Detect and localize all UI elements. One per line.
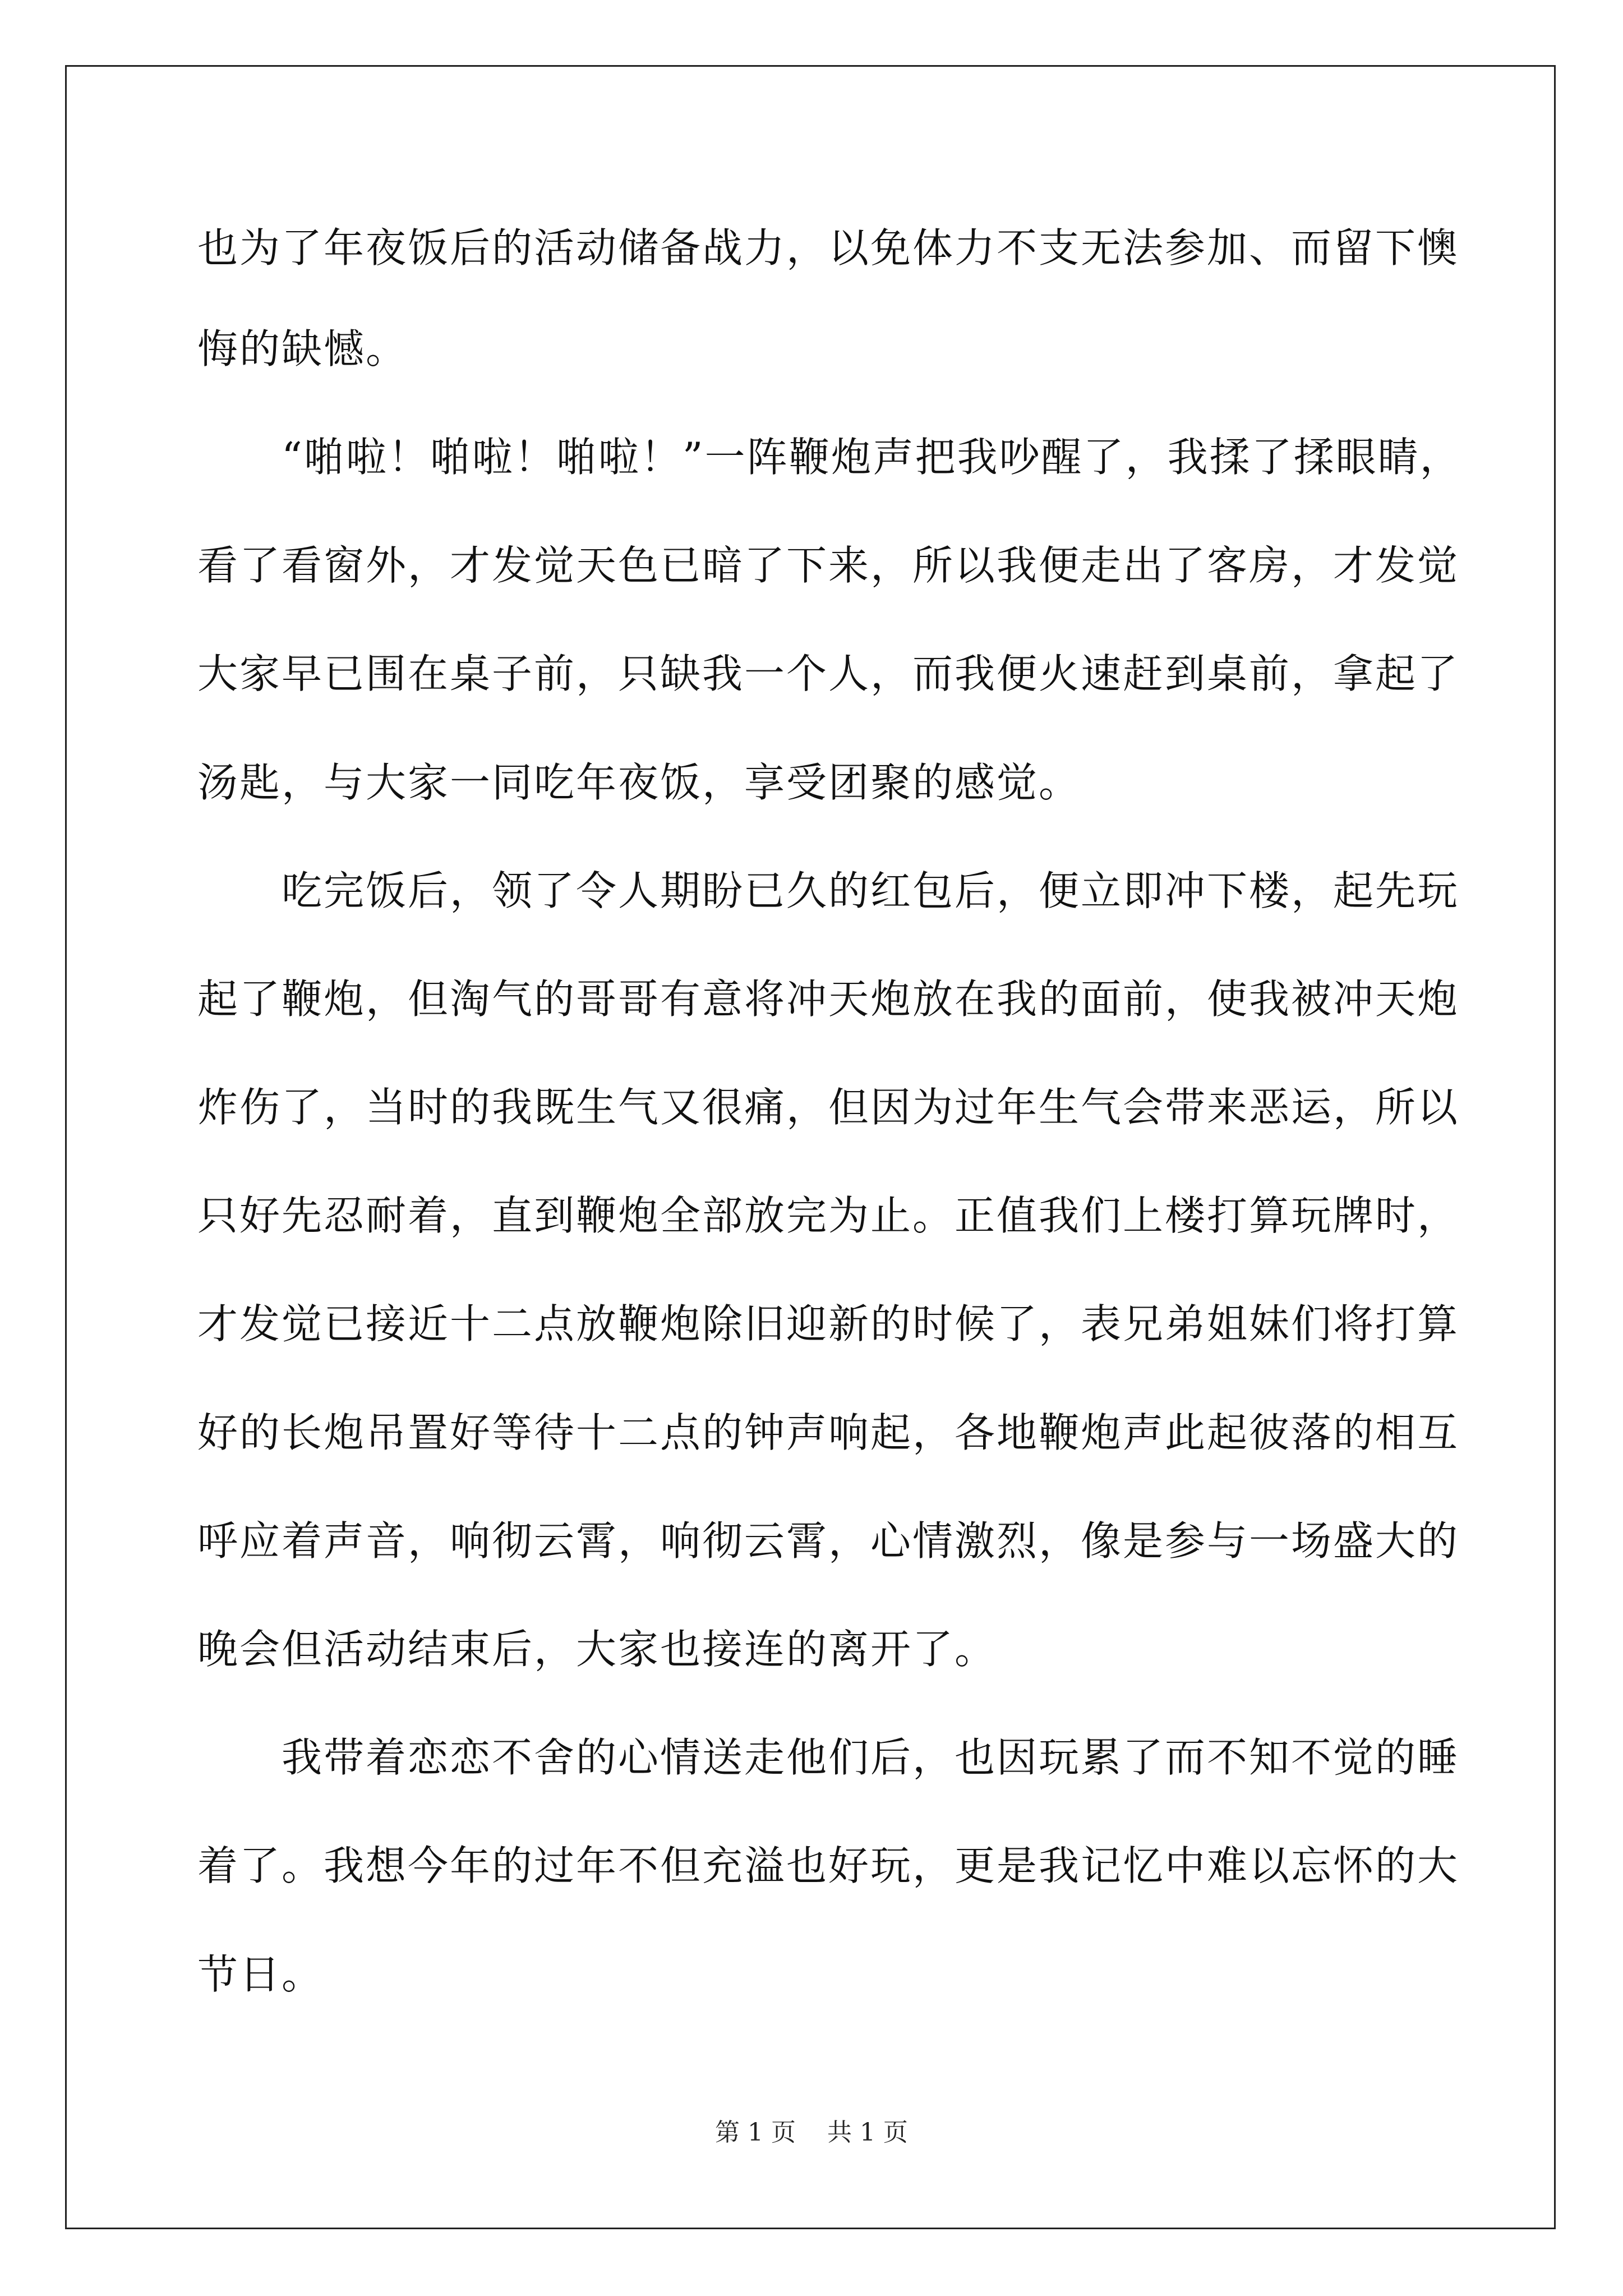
body-text-line: 好的长炮吊置好等待十二点的钟声响起，各地鞭炮声此起彼落的相互	[197, 1409, 1460, 1456]
body-text-line: 炸伤了，当时的我既生气又很痛，但因为过年生气会带来恶运，所以	[197, 1084, 1460, 1131]
body-text-line: 也为了年夜饭后的活动储备战力，以免体力不支无法参加、而留下懊	[197, 224, 1460, 272]
body-text-line: 晚会但活动结束后，大家也接连的离开了。	[197, 1626, 997, 1673]
body-text-line: 悔的缺憾。	[197, 325, 408, 372]
body-text-line: 起了鞭炮，但淘气的哥哥有意将冲天炮放在我的面前，使我被冲天炮	[197, 976, 1460, 1023]
page-number-footer: 第 1 页 共 1 页	[715, 2118, 908, 2147]
body-text-line: 吃完饭后，领了令人期盼已久的红包后，便立即冲下楼，起先玩	[282, 867, 1460, 914]
body-text-line: 汤匙，与大家一同吃年夜饭，享受团聚的感觉。	[197, 759, 1081, 806]
body-text-line: 只好先忍耐着，直到鞭炮全部放完为止。正值我们上楼打算玩牌时，	[197, 1192, 1460, 1239]
body-text-line: “啪啦！啪啦！啪啦！”一阵鞭炮声把我吵醒了，我揉了揉眼睛，	[282, 434, 1462, 481]
body-text-line: 才发觉已接近十二点放鞭炮除旧迎新的时候了，表兄弟姐妹们将打算	[197, 1300, 1460, 1347]
body-text-line: 呼应着声音，响彻云霄，响彻云霄，心情激烈，像是参与一场盛大的	[197, 1517, 1460, 1565]
body-text-line: 着了。我想今年的过年不但充溢也好玩，更是我记忆中难以忘怀的大	[197, 1842, 1460, 1889]
body-text-line: 看了看窗外，才发觉天色已暗了下来，所以我便走出了客房，才发觉	[197, 542, 1460, 589]
body-text-line: 我带着恋恋不舍的心情送走他们后，也因玩累了而不知不觉的睡	[282, 1734, 1460, 1781]
body-text-line: 节日。	[197, 1951, 324, 1998]
body-text-line: 大家早已围在桌子前，只缺我一个人，而我便火速赶到桌前，拿起了	[197, 650, 1460, 697]
page-border	[65, 65, 1556, 2229]
